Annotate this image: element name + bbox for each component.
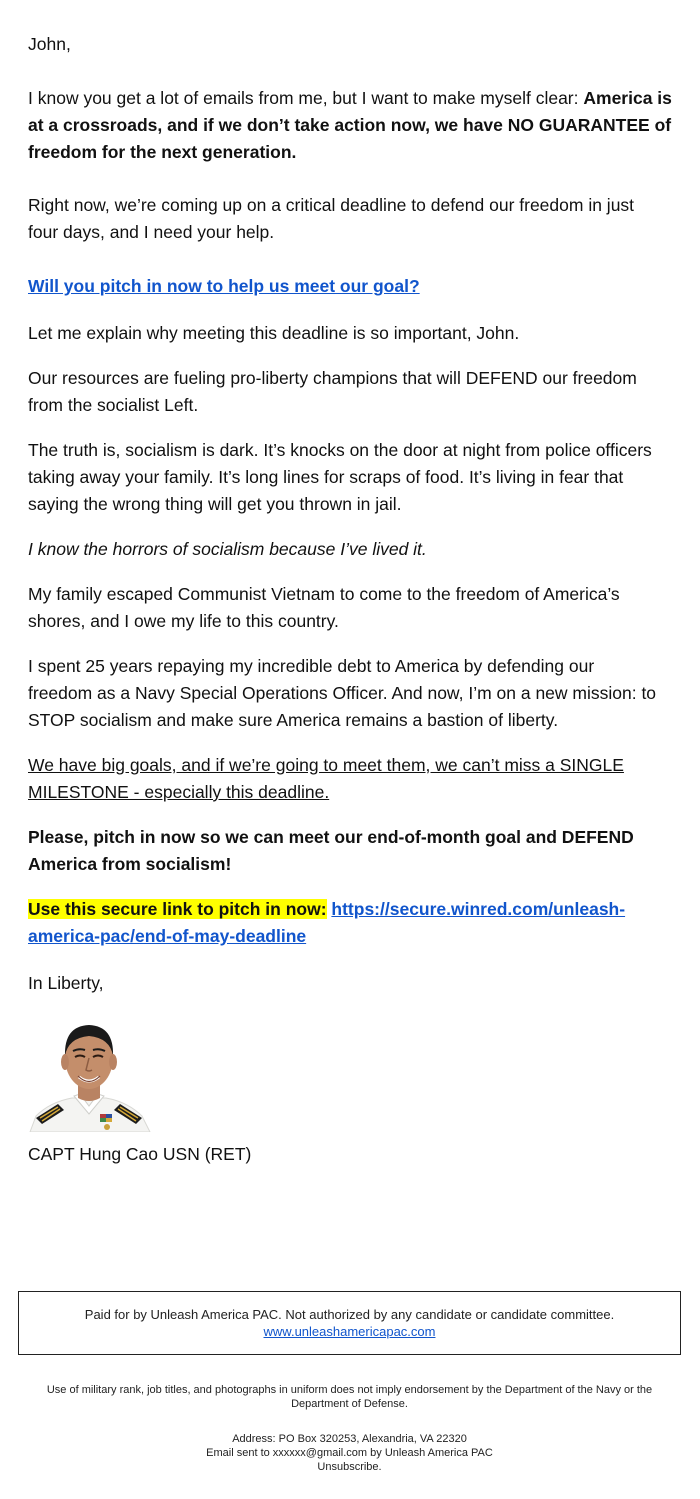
sent-to-line [18,1446,681,1460]
paragraph-resources: Our resources are fueling pro-liberty champions that will DEFEND our freedom from the socialist Left. [28,368,637,415]
unsubscribe-link[interactable]: Unsubscribe. [317,1461,382,1473]
sent-to-prefix: Email sent to [206,1447,273,1459]
paragraph-cta [28,273,420,300]
portrait-image [28,1010,151,1132]
signature-name: CAPT Hung Cao USN (RET) [28,1144,252,1164]
mailing-address: Address: PO Box 320253, Alexandria, VA 22320 [232,1433,467,1445]
footer-address-block [18,1432,681,1474]
military-disclaimer: Use of military rank, job titles, and photographs in uniform does not imply endorsement by the Department of the Navy or the Department of Defense. [46,1384,653,1410]
intro-regular-text: I know you get a lot of emails from me, but I want to make myself clear: [28,88,584,108]
paragraph-goals: We have big goals, and if we’re going to meet them, we can’t miss a SINGLE MILESTONE - especially this deadline. [28,755,624,802]
paid-for-notice: Paid for by Unleash America PAC. Not authorized by any candidate or candidate committee. [84,1307,615,1322]
footer-paid-for-box [18,1291,681,1355]
paragraph-deadline: Right now, we’re coming up on a critical deadline to defend our freedom in just four days, and I need your help. [28,195,635,242]
signature-photo [28,1010,151,1132]
paragraph-family: My family escaped Communist Vietnam to come to the freedom of America’s shores, and I owe my life to this country. [28,584,620,631]
paragraph-intro [28,85,673,166]
intro-bold-text: America is at a crossroads, and if we don’t take action now, we have NO GUARANTEE of freedom for the next generation. [28,88,672,162]
paragraph-lived-it: I know the horrors of socialism because I’ve lived it. [28,539,427,559]
secure-donation-link[interactable]: https://secure.winred.com/unleash-america-pac/end-of-may-deadline [28,899,626,946]
paragraph-pitch: Please, pitch in now so we can meet our end-of-month goal and DEFEND America from socialism! [28,827,634,874]
signoff: In Liberty, [28,973,104,993]
secure-link-label: Use this secure link to pitch in now: [28,899,327,919]
salutation: John, [28,34,71,54]
sent-to-suffix: by Unleash America PAC [367,1447,493,1459]
paragraph-explain: Let me explain why meeting this deadline is so important, John. [28,323,520,343]
website-link[interactable]: www.unleashamericapac.com [263,1324,436,1339]
paragraph-service: I spent 25 years repaying my incredible debt to America by defending our freedom as a Navy Special Operations Officer. And now, I’m on a new mission: to STOP socialism and make sure America remains a bastion of liberty. [28,656,657,730]
paragraph-socialism: The truth is, socialism is dark. It’s knocks on the door at night from police officers taking away your family. It’s long lines for scraps of food. It’s living in fear that saying the wrong thing will get you thrown in jail. [28,440,652,514]
recipient-email: xxxxxx@gmail.com [272,1447,368,1459]
pitch-in-link[interactable]: Will you pitch in now to help us meet our goal? [28,276,420,296]
paragraph-secure-link [28,896,668,950]
